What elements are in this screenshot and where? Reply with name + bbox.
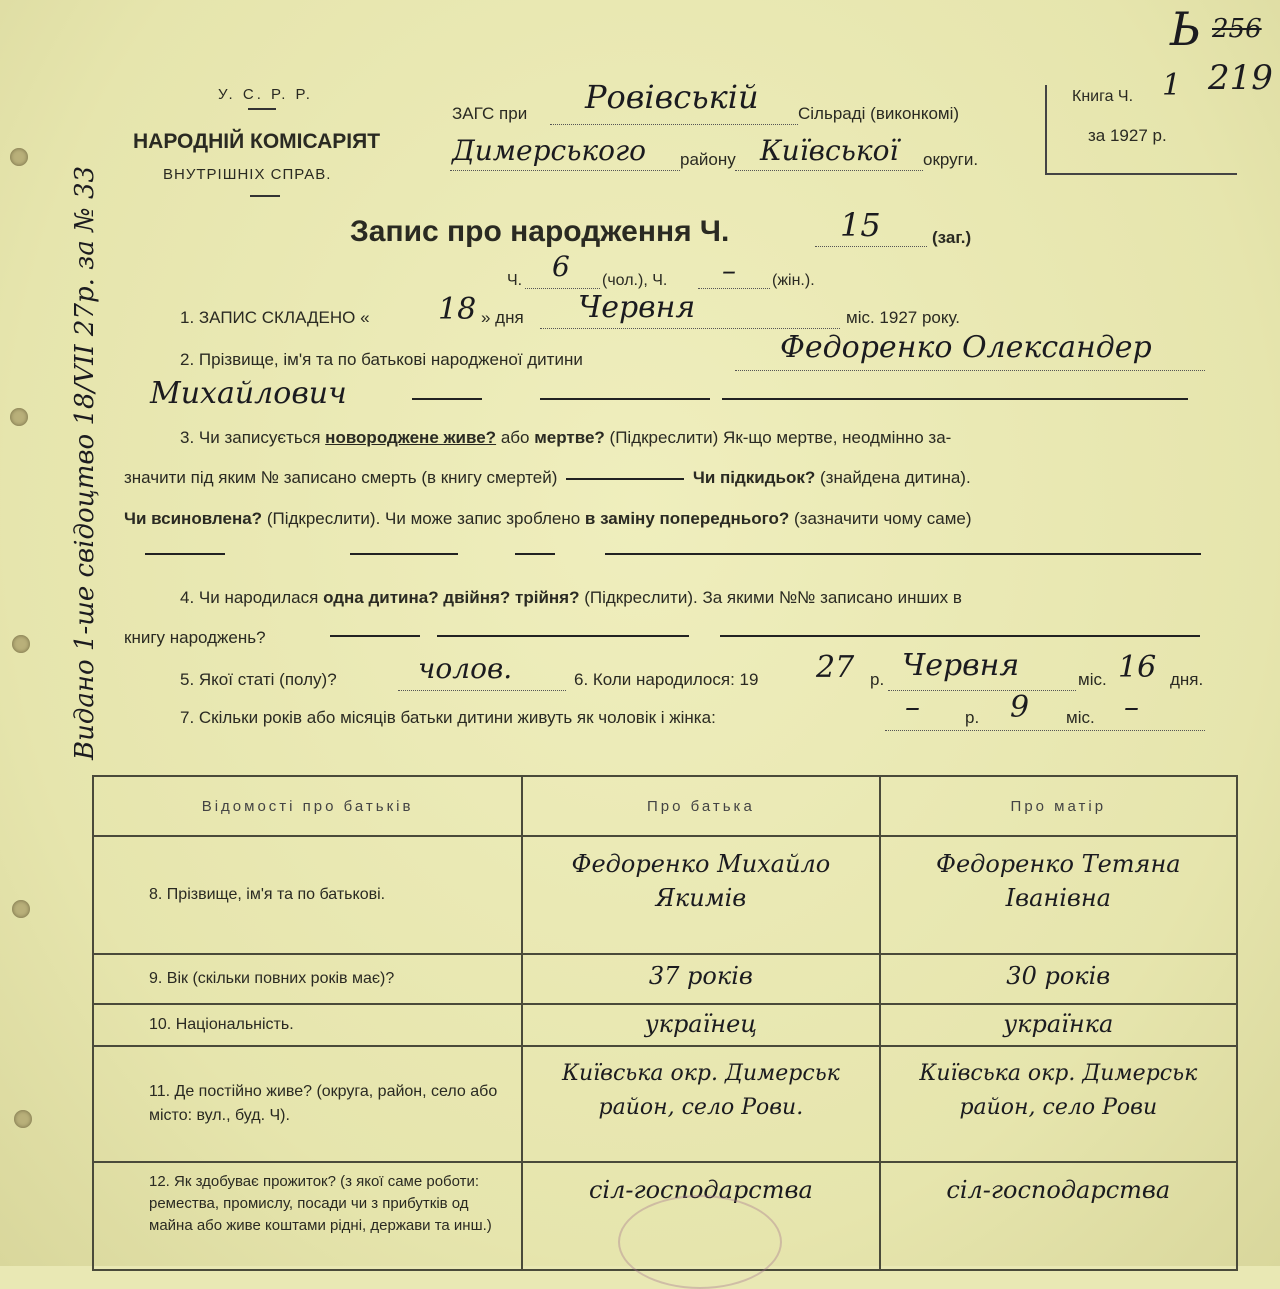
item4-options: одна дитина? двійня? трійня? [323,588,580,607]
item6-label: 6. Коли народилося: 19 [574,670,759,689]
record-number: 15 [840,206,881,244]
table-row [93,1046,1237,1162]
father-value: Київська окр. Димерськ район, село Рови. [522,1046,879,1162]
underline [550,124,798,125]
father-value: Федоренко Михайло Якимів [522,836,879,954]
item3-replacement: в заміну попереднього? [584,509,790,528]
row-label: 11. Де постійно живе? (округа, район, село або місто: вул., буд. Ч). [93,1046,522,1162]
item4-text: 4. Чи народилася [180,588,319,607]
item3-line3 [124,509,972,529]
item3-text: (зазначити чому саме) [793,509,972,528]
father-value: українец [522,1004,879,1046]
corner-letter: Ь [1170,2,1201,56]
item7-years: – [905,690,920,725]
dash [605,553,1201,555]
item2-name-line2: Михайлович [150,376,347,411]
male-ch-label: Ч. [507,272,523,289]
item6-r: р. [870,670,885,689]
row-label: 10. Національність. [93,1004,522,1046]
row-label: 9. Вік (скільки повних років має)? [93,954,522,1004]
dash [515,553,555,555]
item6-mis: міс. [1078,670,1107,689]
item5-label: 5. Якої статі (полу)? [180,670,337,689]
item3-line2 [124,468,971,488]
underline [525,288,600,289]
item6-day: 16 [1118,650,1157,685]
table-row [93,1004,1237,1046]
item1-suffix: міс. 1927 року. [846,308,961,327]
dash [720,635,1200,637]
dash [248,108,276,110]
underline [450,170,680,171]
item2-name-line1: Федоренко Олександер [780,330,1152,365]
punch-hole [12,635,30,653]
item6-month: Червня [902,648,1020,683]
year-label: за 1927 р. [1088,126,1167,145]
dash [412,398,482,400]
side-note: Видано 1-ше свідоцтво 18/VII 27р. за № 33 [70,165,100,760]
item3-adopted: Чи всиновлена? [124,509,263,528]
item7-r: р. [965,708,980,727]
department-label: ВНУТРІШНІХ СПРАВ. [163,166,332,183]
dash [722,398,1188,400]
mother-value: 30 років [880,954,1237,1004]
zags-village: Ровівській [585,78,759,116]
item1-month: Червня [578,290,696,325]
female-label: (жін.). [772,272,815,289]
mother-value: українка [880,1004,1237,1046]
dash [330,635,420,637]
punch-hole [10,148,28,166]
underline [698,288,770,289]
item1-prefix: 1. ЗАПИС СКЛАДЕНО « [180,308,370,327]
punch-hole [10,408,28,426]
row-label: 8. Прізвище, ім'я та по батькові. [93,836,522,954]
district-name: Димерського [452,134,647,167]
book-number: 1 [1162,68,1182,103]
item7-mis: міс. [1066,708,1095,727]
item1-mid: » дня [481,308,524,327]
col-header-info: Відомості про батьків [93,776,522,836]
dash [350,553,458,555]
item7-label: 7. Скільки років або місяців батьки дитини живуть як чоловік і жінка: [180,708,716,727]
item3-text: (знайдена дитина). [820,468,971,487]
mother-value: Федоренко Тетяна Іванівна [880,836,1237,954]
okrug-name: Київської [760,134,899,167]
district-label: району [680,150,736,169]
item7-months: 9 [1010,690,1030,725]
underline [398,690,566,691]
item3-text: 3. Чи записується [180,428,321,447]
item3-text: або [500,428,530,447]
item3-text: (Підкреслити) Як-що мертве, неодмінно за- [609,428,952,447]
stamp-mark [618,1195,782,1289]
item4-line2: книгу народжень? [124,628,266,647]
punch-hole [12,900,30,918]
underline [540,328,840,329]
book-label: Книга Ч. [1072,88,1134,105]
dash [437,635,689,637]
item6-year: 27 [816,650,855,685]
item4-text: (Підкреслити). За якими №№ записано инших в [584,588,962,607]
zags-prefix: ЗАГС при [452,104,528,123]
underline [735,170,923,171]
table-row [93,954,1237,1004]
item4-line1 [180,588,962,608]
male-label: (чол.), Ч. [602,272,668,289]
item3-text: (Підкреслити). Чи може запис зроблено [266,509,581,528]
punch-hole [14,1110,32,1128]
underline [815,246,927,247]
underline [885,730,1205,731]
commissariat-title: НАРОДНІЙ КОМІСАРІЯТ [133,130,381,153]
item7-dash: – [1124,690,1139,725]
dash [145,553,225,555]
okrug-label: округи. [923,150,979,169]
female-number: – [722,254,736,287]
col-header-mother: Про матір [880,776,1237,836]
council-label: Сільраді (виконкомі) [798,104,960,123]
male-number: 6 [552,250,570,283]
parents-table [92,775,1238,1271]
underline [735,370,1205,371]
father-value: 37 років [522,954,879,1004]
item2-label: 2. Прізвище, ім'я та по батькові народженої дитини [180,350,583,369]
item6-dnya: дня. [1170,670,1204,689]
item3-foundling: Чи підкидьок? [692,468,816,487]
item5-value: чолов. [418,652,513,685]
item1-day: 18 [438,292,477,327]
col-header-father: Про батька [522,776,879,836]
mother-value: сіл-господарства [880,1162,1237,1270]
corner-number: 219 [1208,58,1273,98]
corner-crossed-number: 256 [1212,14,1262,44]
row-label: 12. Як здобуває прожиток? (з якої саме роботи: ремества, промислу, посади чи з прибутків од майна або живе коштами рідні, держави та инш.) [93,1162,522,1270]
dash [250,195,280,197]
item3-text: значити під яким № записано смерть (в книгу смертей) [124,468,558,487]
record-suffix: (заг.) [932,228,972,247]
item3-alive: новороджене живе? [325,428,497,447]
item3-line1 [180,428,951,448]
dash [540,398,710,400]
table-row [93,836,1237,954]
ussr-label: У. С. Р. Р. [218,86,313,103]
item3-dead: мертве? [534,428,605,447]
father-value: сіл-господарства [522,1162,879,1270]
record-title: Запис про народження Ч. [350,215,730,248]
mother-value: Київська окр. Димерськ район, село Рови [880,1046,1237,1162]
